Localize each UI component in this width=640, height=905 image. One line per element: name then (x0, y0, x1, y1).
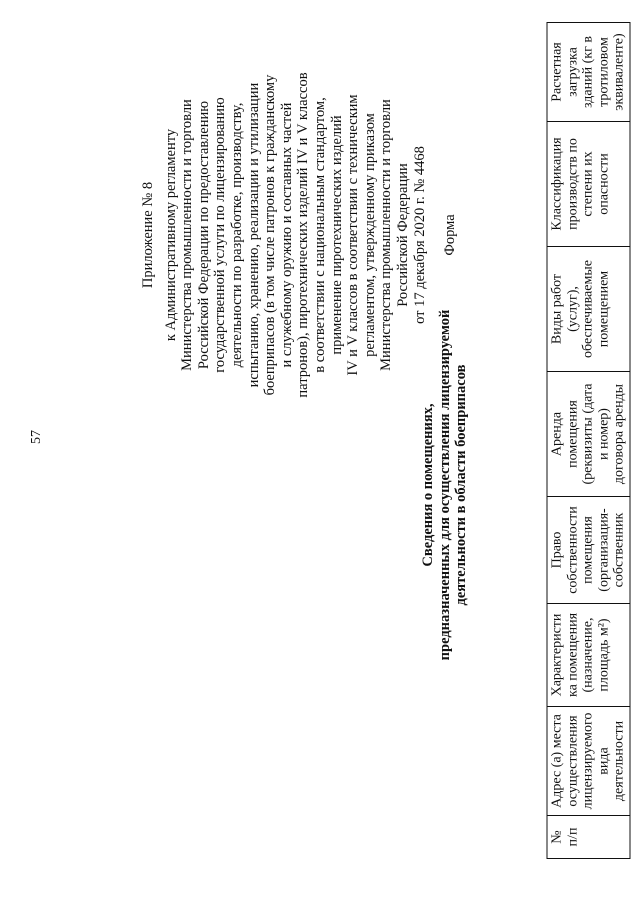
appendix-line: Российской Федерации по предоставлению (195, 100, 212, 370)
cell-line: площадь м²) (596, 618, 611, 692)
cell-line: лицензируемого (580, 712, 596, 810)
appendix-line: патронов), пиротехнических изделий IV и V классов (295, 72, 312, 398)
cell-line: осуществления (565, 715, 580, 807)
appendix-line: Российской Федерации (394, 163, 411, 307)
cell-line: ка помещения (565, 612, 580, 698)
col-characteristics (547, 604, 630, 707)
appendix-line: IV и V классов в соответствии с техническим (345, 94, 362, 376)
cell-line: Аренда (549, 411, 565, 457)
table-header-row (547, 23, 630, 859)
document-heading (420, 270, 470, 700)
appendix-line: испытанию, хранению, реализации и утилизации (245, 82, 262, 388)
cell-line: Адрес (а) места (549, 714, 565, 808)
col-address (547, 707, 630, 816)
cell-line: помещением (596, 270, 611, 348)
cell-line: собственник (611, 512, 627, 588)
cell-line: загрузка (565, 47, 580, 97)
cell-line: собственности (565, 506, 580, 594)
cell-line: производств по (565, 138, 580, 230)
col-ownership (547, 497, 630, 604)
form-label: Форма (442, 214, 459, 256)
cell-line: Виды работ (549, 273, 565, 345)
heading-line: предназначенных для осуществления лицензируемой (436, 309, 453, 661)
cell-line: обеспечиваемые (580, 260, 596, 358)
page-number: 57 (29, 430, 44, 444)
appendix-line: регламентом, утвержденному приказом (361, 113, 378, 357)
appendix-line: и служебному оружию и составных частей (278, 102, 295, 368)
premises-table (547, 22, 631, 859)
appendix-block (140, 70, 560, 400)
cell-line: степени их (580, 151, 596, 217)
cell-line: Классификация (549, 137, 565, 231)
cell-line: Право (549, 531, 565, 569)
col-number (547, 816, 630, 859)
appendix-line: Министерства промышленности и торговли (378, 99, 395, 371)
cell-line: помещения (580, 516, 596, 584)
cell-line: Расчетная (549, 42, 565, 102)
cell-line: помещения (565, 400, 580, 468)
cell-line: № (549, 830, 565, 844)
heading-line: Сведения о помещениях, (420, 403, 437, 567)
col-classification (547, 122, 630, 247)
cell-line: вида (596, 747, 611, 775)
cell-line: деятельности (611, 720, 627, 802)
appendix-line: в соответствии с национальным стандартом, (311, 97, 328, 373)
cell-line: (назначение, (580, 617, 596, 693)
cell-line: договора аренды (611, 383, 627, 485)
appendix-line: боеприпасов (в том числе патронов к гражданскому (262, 74, 279, 396)
cell-line: опасности (596, 153, 611, 215)
appendix-line: от 17 декабря 2020 г. № 4468 (411, 146, 428, 324)
col-lease (547, 372, 630, 497)
cell-line: (реквизиты (дата (580, 383, 596, 485)
cell-line: эквиваленте) (611, 33, 627, 111)
cell-line: Характеристи (549, 613, 565, 697)
appendix-line: Министерства промышленности и торговли (179, 99, 196, 371)
cell-line: зданий (кг в (580, 36, 596, 108)
appendix-line: применение пиротехнических изделий (328, 115, 345, 355)
heading-line: деятельности в области боеприпасов (453, 364, 470, 606)
cell-line: п/п (565, 827, 580, 847)
appendix-title: Приложение № 8 (140, 181, 156, 289)
cell-line: и номер) (596, 408, 611, 460)
appendix-line: государственной услуги по лицензированию (212, 97, 229, 373)
cell-line: тротиловом (596, 37, 611, 107)
premises-table-wrap (547, 22, 631, 859)
cell-line: (организация- (596, 508, 611, 592)
cell-line: (услуг), (565, 286, 580, 332)
appendix-line: к Административному регламенту (162, 128, 179, 342)
appendix-line: деятельности по разработке, производству, (228, 102, 245, 368)
col-load (547, 23, 630, 122)
col-work-types (547, 247, 630, 372)
